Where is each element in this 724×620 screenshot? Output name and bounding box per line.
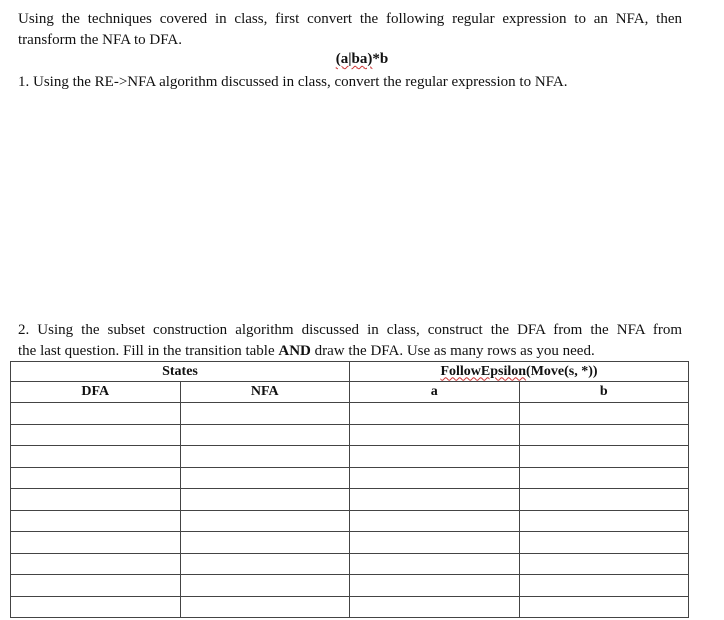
table-row: [11, 510, 689, 532]
table-row: [11, 596, 689, 618]
table-cell[interactable]: [519, 532, 689, 554]
table-cell[interactable]: [350, 403, 520, 425]
question-2-line-2-text-a: the last question. Fill in the transition table: [18, 343, 279, 359]
table-row: [11, 532, 689, 554]
regex-rest: *b: [372, 51, 389, 67]
intro-line-1: [18, 9, 682, 30]
table-row: [11, 575, 689, 597]
table-row: [11, 553, 689, 575]
table-cell[interactable]: [11, 424, 181, 446]
table-cell[interactable]: [11, 575, 181, 597]
table-group-header-row: [11, 362, 689, 382]
states-group-header: States: [11, 362, 350, 382]
transition-table: [10, 361, 689, 618]
col-header-nfa: NFA: [180, 382, 350, 403]
follow-epsilon-text: FollowEpsilon: [440, 363, 527, 379]
table-cell[interactable]: [11, 553, 181, 575]
table-row: [11, 424, 689, 446]
table-cell[interactable]: [11, 489, 181, 511]
question-2-line-1: [18, 320, 682, 341]
table-cell[interactable]: [180, 424, 350, 446]
table-cell[interactable]: [350, 575, 520, 597]
table-cell[interactable]: [519, 489, 689, 511]
table-cell[interactable]: [180, 510, 350, 532]
table-cell[interactable]: [11, 596, 181, 618]
table-cell[interactable]: [11, 446, 181, 468]
table-cell[interactable]: [519, 553, 689, 575]
table-cell[interactable]: [350, 467, 520, 489]
question-2-line-2-text-b: draw the DFA. Use as many rows as you need.: [310, 343, 595, 359]
question-1-text: 1. Using the RE->NFA algorithm discussed in class, convert the regular expression to NFA.: [18, 74, 568, 90]
table-row: [11, 446, 689, 468]
table-cell[interactable]: [180, 532, 350, 554]
question-2-line-1-text: 2. Using the subset construction algorithm discussed in class, construct the DFA from the NFA from: [18, 322, 682, 338]
table-cell[interactable]: [519, 424, 689, 446]
table-cell[interactable]: [11, 467, 181, 489]
col-header-dfa: DFA: [11, 382, 181, 403]
table-cell[interactable]: [11, 403, 181, 425]
table-column-header-row: [11, 382, 689, 403]
table-cell[interactable]: [350, 489, 520, 511]
table-row: [11, 467, 689, 489]
table-cell[interactable]: [350, 532, 520, 554]
col-header-b: b: [519, 382, 689, 403]
table-row: [11, 489, 689, 511]
table-cell[interactable]: [180, 446, 350, 468]
table-cell[interactable]: [350, 553, 520, 575]
table-cell[interactable]: [350, 596, 520, 618]
table-cell[interactable]: [519, 596, 689, 618]
table-cell[interactable]: [519, 403, 689, 425]
table-cell[interactable]: [180, 489, 350, 511]
intro-line-2: [18, 30, 682, 51]
table-cell[interactable]: [180, 575, 350, 597]
table-cell[interactable]: [350, 446, 520, 468]
table-cell[interactable]: [11, 532, 181, 554]
follow-epsilon-group-header: [350, 362, 689, 382]
intro-line-1-text: Using the techniques covered in class, first convert the following regular expression to an NFA, then: [18, 11, 682, 27]
transition-table-body: [11, 403, 689, 618]
question-2-line-2: [18, 341, 682, 362]
question-1: [18, 72, 682, 93]
table-cell[interactable]: [350, 424, 520, 446]
intro-line-2-text: transform the NFA to DFA.: [18, 32, 183, 48]
table-cell[interactable]: [350, 510, 520, 532]
table-cell[interactable]: [180, 596, 350, 618]
regex-underlined-part: (a|ba): [335, 51, 373, 67]
regular-expression: [0, 51, 724, 68]
table-cell[interactable]: [519, 446, 689, 468]
table-cell[interactable]: [519, 467, 689, 489]
table-cell[interactable]: [180, 403, 350, 425]
col-header-a: a: [350, 382, 520, 403]
table-row: [11, 403, 689, 425]
table-cell[interactable]: [11, 510, 181, 532]
table-cell[interactable]: [180, 467, 350, 489]
question-2-and-bold: AND: [278, 343, 311, 359]
table-cell[interactable]: [180, 553, 350, 575]
move-s-text: (Move(s, *)): [526, 363, 598, 379]
table-cell[interactable]: [519, 575, 689, 597]
table-cell[interactable]: [519, 510, 689, 532]
